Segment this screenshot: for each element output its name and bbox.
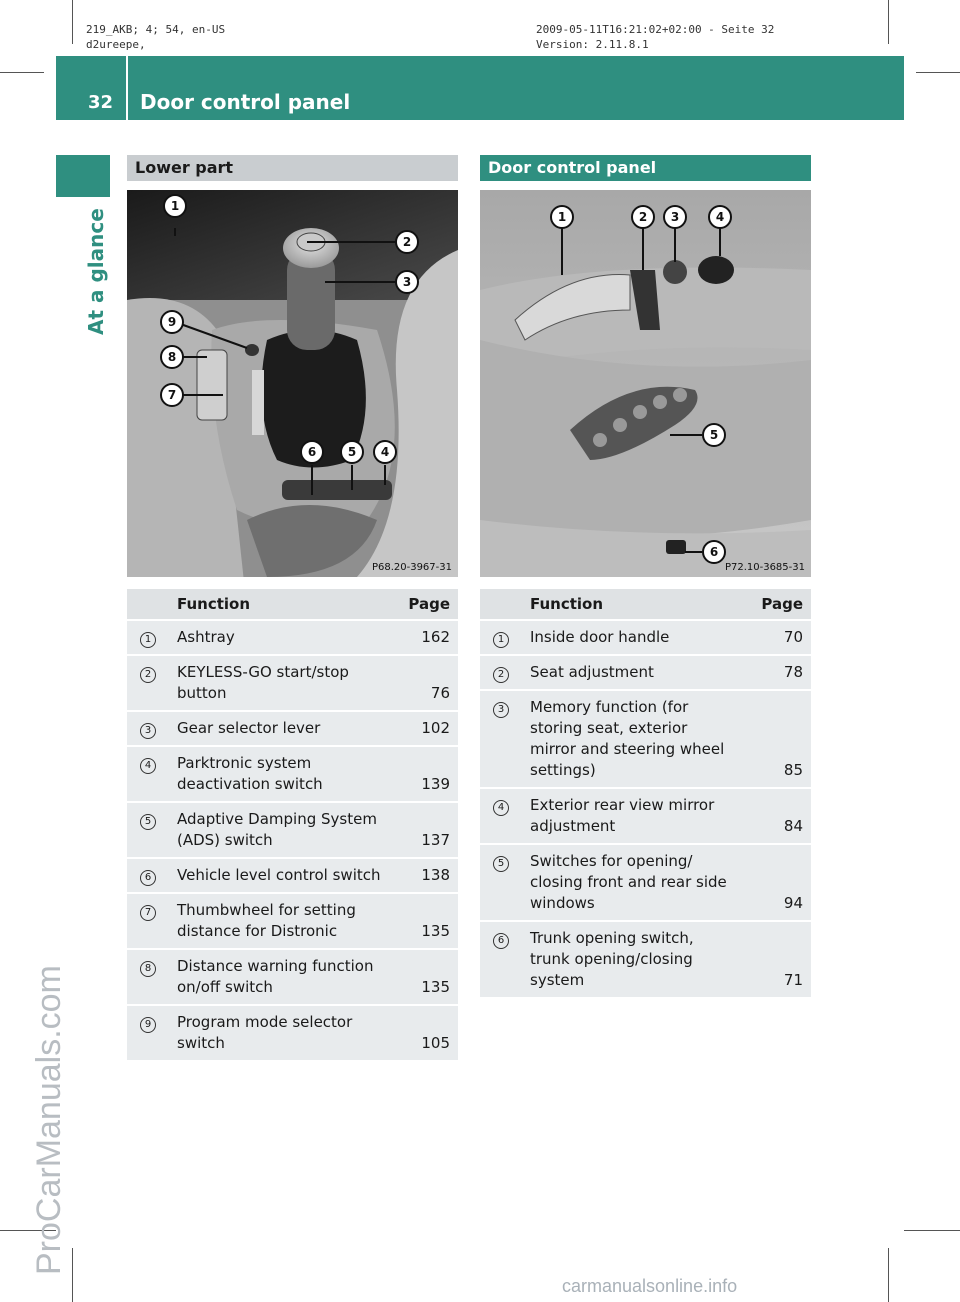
callout-number-icon: 1 [140,632,156,648]
table-header-row [127,589,458,619]
meta-line: 219_AKB; 4; 54, en-US [86,23,226,36]
gear-console-photo [127,190,458,577]
page-number: 32 [88,92,114,113]
row-page: 138 [392,859,458,892]
svg-text:4: 4 [380,445,390,459]
row-function: Distance warning function on/off switch [169,950,392,1004]
svg-text:2: 2 [402,235,412,249]
row-function: Exterior rear view mirror adjustment [522,789,745,843]
table-row [127,712,458,745]
table-header-function: Function [169,589,392,619]
door-panel-illustration [480,190,811,577]
row-function: Ashtray [169,621,392,654]
row-function: Trunk opening switch, trunk opening/closing system [522,922,745,997]
table-row [127,894,458,948]
row-page: 70 [745,621,811,654]
row-page: 76 [392,656,458,710]
meta-line: d2ureepe, [86,38,146,51]
side-watermark: ProCarManuals.com [30,965,68,1275]
svg-text:3: 3 [402,275,412,289]
callout-number-icon: 9 [140,1017,156,1033]
svg-text:6: 6 [709,545,719,559]
row-number [480,845,522,920]
table-row [480,621,811,654]
table-row [127,950,458,1004]
photo-code: P68.20-3967-31 [371,562,452,573]
callout-number-icon: 2 [493,667,509,683]
row-number [480,621,522,654]
footer-watermark: carmanualsonline.info [562,1276,738,1296]
row-page: 105 [392,1006,458,1060]
row-page: 162 [392,621,458,654]
table-header-page: Page [745,589,811,619]
callout-number-icon: 5 [140,814,156,830]
section-title-lower-part: Lower part [127,155,458,181]
crop-mark [0,72,44,73]
row-number [127,621,169,654]
table-row [127,656,458,710]
gear-console-illustration [127,190,458,577]
row-number [480,656,522,689]
row-function: Seat adjustment [522,656,745,689]
table-row [127,747,458,801]
callout-number-icon: 6 [140,870,156,886]
row-number [480,691,522,787]
photo-code: P72.10-3685-31 [724,562,805,573]
section-title-door-control-panel: Door control panel [480,155,811,181]
row-page: 135 [392,950,458,1004]
row-page: 71 [745,922,811,997]
header-divider [126,56,128,120]
crop-mark [888,0,889,44]
row-page: 102 [392,712,458,745]
svg-text:6: 6 [307,445,317,459]
function-table-door-control-panel [480,587,811,999]
row-function: Switches for opening/ closing front and rear side windows [522,845,745,920]
callout-number-icon: 3 [493,702,509,718]
table-row [127,859,458,892]
svg-text:9: 9 [167,315,177,329]
table-row [480,922,811,997]
row-page: 94 [745,845,811,920]
print-meta-left [86,22,225,52]
row-function: Memory function (for storing seat, exterior mirror and steering wheel settings) [522,691,745,787]
table-row [480,691,811,787]
svg-text:5: 5 [347,445,357,459]
row-number [127,1006,169,1060]
row-page: 137 [392,803,458,857]
callout-number-icon: 5 [493,856,509,872]
row-number [127,859,169,892]
door-panel-photo [480,190,811,577]
svg-text:7: 7 [167,388,177,402]
side-tab-block [56,155,110,197]
row-page: 135 [392,894,458,948]
page-title: Door control panel [140,90,351,114]
side-tab-label: At a glance [84,208,108,335]
table-row [127,621,458,654]
row-function: Adaptive Damping System (ADS) switch [169,803,392,857]
function-table-lower-part [127,587,458,1062]
crop-mark [72,1248,73,1302]
callout-number-icon: 3 [140,723,156,739]
row-number [127,803,169,857]
callout-number-icon: 7 [140,905,156,921]
table-row [480,789,811,843]
table-header-function: Function [522,589,745,619]
row-page: 85 [745,691,811,787]
row-page: 84 [745,789,811,843]
svg-text:1: 1 [170,199,180,213]
table-row [127,1006,458,1060]
svg-text:1: 1 [557,210,567,224]
callout-number-icon: 1 [493,632,509,648]
crop-mark [888,1248,889,1302]
row-page: 78 [745,656,811,689]
crop-mark [904,1230,960,1231]
svg-text:8: 8 [167,350,177,364]
svg-text:4: 4 [715,210,725,224]
row-page: 139 [392,747,458,801]
meta-line: 2009-05-11T16:21:02+02:00 - Seite 32 [536,23,775,36]
row-function: KEYLESS-GO start/stop button [169,656,392,710]
row-function: Thumbwheel for setting distance for Distronic [169,894,392,948]
row-function: Gear selector lever [169,712,392,745]
table-header-num [480,589,522,619]
row-number [480,922,522,997]
svg-text:3: 3 [670,210,680,224]
crop-mark [916,72,960,73]
row-number [127,894,169,948]
table-row [127,803,458,857]
print-meta-right [536,22,774,52]
table-row [480,845,811,920]
row-number [127,950,169,1004]
svg-text:2: 2 [638,210,648,224]
callout-number-icon: 4 [493,800,509,816]
row-number [127,656,169,710]
row-function: Vehicle level control switch [169,859,392,892]
table-header-num [127,589,169,619]
crop-mark [72,0,73,44]
meta-line: Version: 2.11.8.1 [536,38,649,51]
svg-text:5: 5 [709,428,719,442]
row-number [127,747,169,801]
row-function: Inside door handle [522,621,745,654]
callout-number-icon: 6 [493,933,509,949]
row-number [480,789,522,843]
row-number [127,712,169,745]
callout-number-icon: 4 [140,758,156,774]
row-function: Parktronic system deactivation switch [169,747,392,801]
table-header-row [480,589,811,619]
table-header-page: Page [392,589,458,619]
callout-number-icon: 2 [140,667,156,683]
row-function: Program mode selector switch [169,1006,392,1060]
table-row [480,656,811,689]
callout-number-icon: 8 [140,961,156,977]
